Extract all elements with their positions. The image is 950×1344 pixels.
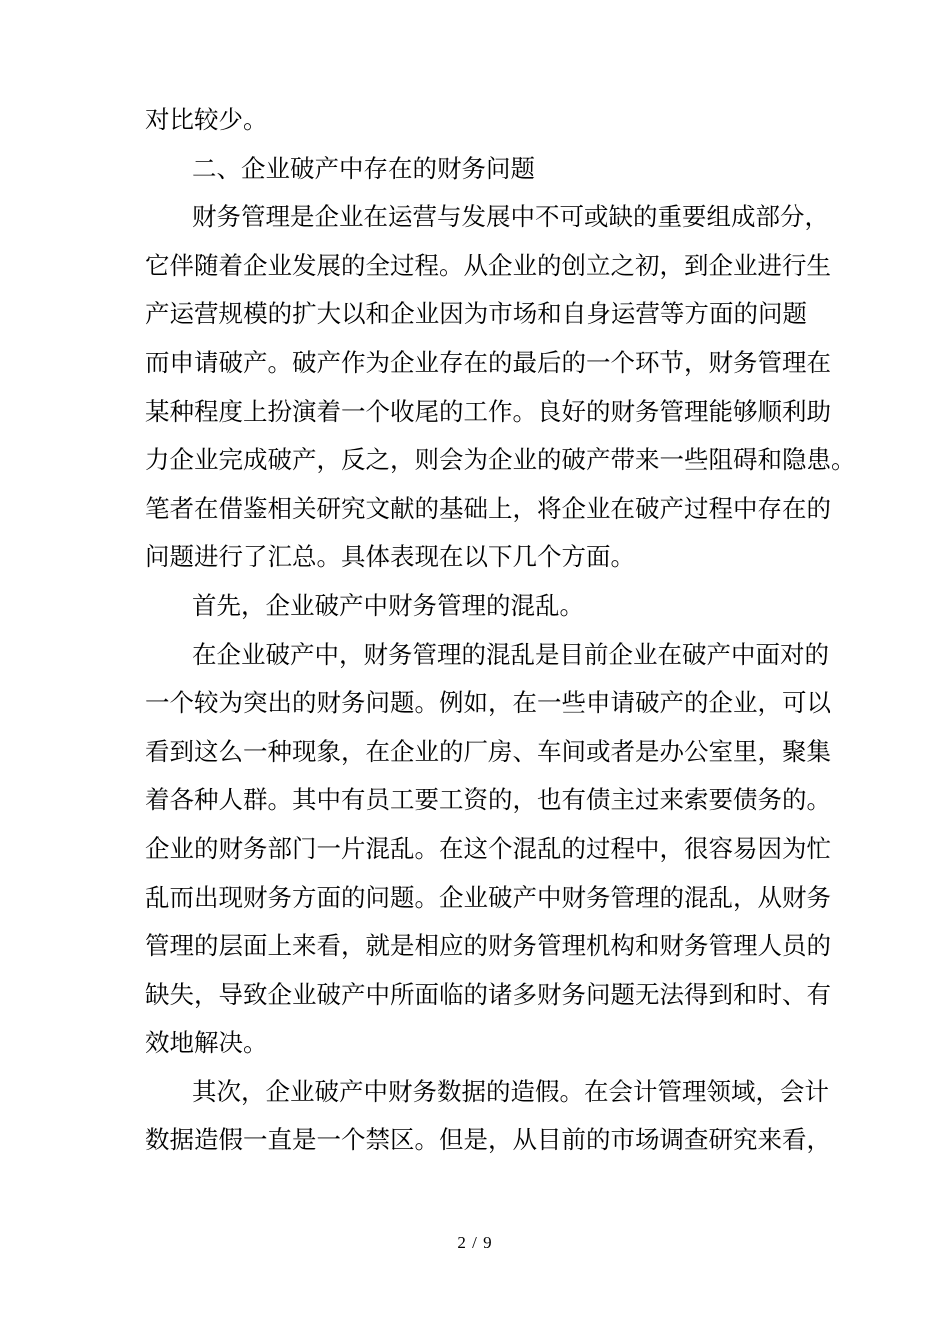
- text-line: 产运营规模的扩大以和企业因为市场和自身运营等方面的问题: [145, 299, 807, 329]
- subsection-heading: 首先，企业破产中财务管理的混乱。: [192, 590, 584, 620]
- text-line: 数据造假一直是一个禁区。但是，从目前的市场调查研究来看，: [145, 1125, 831, 1155]
- text-line: 其次，企业破产中财务数据的造假。在会计管理领域，会计: [192, 1076, 829, 1106]
- text-line: 一个较为突出的财务问题。例如，在一些申请破产的企业，可以: [145, 688, 831, 718]
- text-line: 财务管理是企业在运营与发展中不可或缺的重要组成部分，: [192, 202, 829, 232]
- text-line: 它伴随着企业发展的全过程。从企业的创立之初，到企业进行生: [145, 250, 831, 280]
- text-line: 在企业破产中，财务管理的混乱是目前企业在破产中面对的: [192, 639, 829, 669]
- text-line: 效地解决。: [145, 1028, 268, 1058]
- text-line: 某种程度上扮演着一个收尾的工作。良好的财务管理能够顺利助: [145, 396, 831, 426]
- document-body: [145, 96, 856, 1165]
- text-line: 对比较少。: [145, 105, 268, 134]
- text-line: 缺失，导致企业破产中所面临的诸多财务问题无法得到和时、有: [145, 979, 831, 1009]
- section-heading: 二、企业破产中存在的财务问题: [192, 153, 535, 183]
- text-line: 力企业完成破产，反之，则会为企业的破产带来一些阻碍和隐患。: [145, 445, 856, 475]
- text-line: 管理的层面上来看，就是相应的财务管理机构和财务管理人员的: [145, 931, 831, 961]
- page-number: 2 / 9: [457, 1233, 493, 1252]
- text-line: 着各种人群。其中有员工要工资的，也有债主过来索要债务的。: [145, 785, 831, 815]
- text-line: 笔者在借鉴相关研究文献的基础上，将企业在破产过程中存在的: [145, 493, 831, 523]
- text-line: 问题进行了汇总。具体表现在以下几个方面。: [145, 542, 635, 572]
- text-line: 看到这么一种现象，在企业的厂房、车间或者是办公室里，聚集: [145, 736, 831, 766]
- text-line: 而申请破产。破产作为企业存在的最后的一个环节，财务管理在: [145, 347, 831, 377]
- text-line: 乱而出现财务方面的问题。企业破产中财务管理的混乱，从财务: [145, 882, 831, 912]
- text-line: 企业的财务部门一片混乱。在这个混乱的过程中，很容易因为忙: [145, 833, 831, 863]
